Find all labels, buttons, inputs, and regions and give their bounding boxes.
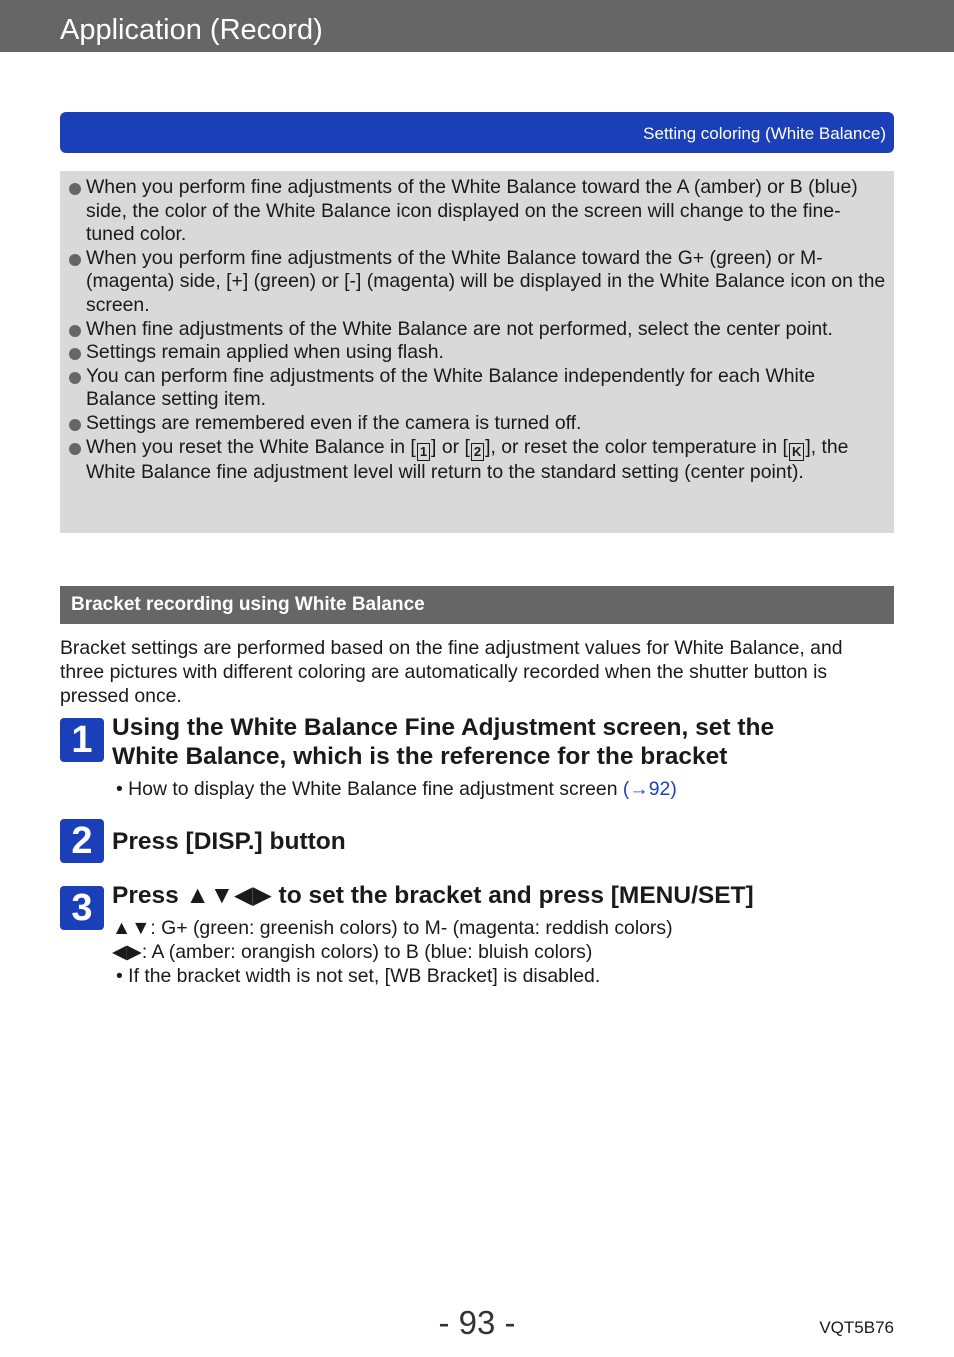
note-text-part: ] or [: [431, 435, 470, 458]
bullet-icon: [69, 254, 81, 266]
note-item: [68, 176, 886, 247]
note-item: [68, 318, 886, 342]
note-item: [68, 436, 886, 485]
step-2-badge: 2: [60, 819, 104, 863]
bullet-icon: [69, 443, 81, 455]
note-text-part: ], or reset the color temperature in [: [485, 435, 788, 458]
step-1-note-text: • How to display the White Balance fine adjustment screen: [116, 778, 623, 800]
step-1-badge: 1: [60, 718, 104, 762]
note-item: [68, 365, 886, 412]
step-3-line: ◀▶: A (amber: orangish colors) to B (blue: bluish colors): [112, 941, 593, 963]
bullet-icon: [69, 348, 81, 360]
note-text: When you perform fine adjustments of the White Balance toward the G+ (green) or M- (magenta) side, [+] (green) or [-] (magenta) will be displayed in the White Balance icon on the screen.: [86, 246, 886, 316]
page-reference-link[interactable]: (→92): [622, 778, 677, 800]
note-text: When you perform fine adjustments of the White Balance toward the A (amber) or B (blue) side, the color of the White Balance icon displayed on the screen will change to the fine-tuned color.: [86, 176, 858, 246]
note-item: [68, 412, 886, 436]
step-1-title: [112, 713, 774, 771]
note-text-part: ], the White Balance fine adjustment level will return to the standard setting (center point).: [86, 435, 849, 483]
color-temperature-icon: K: [789, 443, 804, 461]
document-code: VQT5B76: [819, 1318, 894, 1337]
page-header: [0, 0, 954, 52]
note-text: [86, 436, 848, 483]
section-banner: [60, 112, 894, 153]
note-text: You can perform fine adjustments of the White Balance independently for each White Balance setting item.: [86, 364, 816, 411]
notes-box: [60, 171, 894, 533]
intro-paragraph: Bracket settings are performed based on the fine adjustment values for White Balance, and three pictures with different coloring are automatically recorded when the shutter button is pressed once.: [60, 637, 843, 707]
note-text: Settings remain applied when using flash.: [86, 341, 444, 364]
subsection-header: [60, 586, 894, 624]
white-balance-set1-icon: 1: [417, 443, 430, 461]
step-3-line: • If the bracket width is not set, [WB Bracket] is disabled.: [116, 965, 601, 987]
section-banner-label: Setting coloring (White Balance): [643, 124, 886, 143]
note-text: Settings are remembered even if the camera is turned off.: [86, 411, 582, 434]
subsection-title: Bracket recording using White Balance: [71, 594, 425, 615]
bullet-icon: [69, 419, 81, 431]
note-item: [68, 341, 886, 365]
step-1-title-line: Using the White Balance Fine Adjustment screen, set the: [112, 714, 775, 741]
note-text: When fine adjustments of the White Balance are not performed, select the center point.: [86, 317, 833, 340]
note-text-part: When you reset the White Balance in [: [86, 435, 416, 458]
step-1-title-line: White Balance, which is the reference for the bracket: [112, 743, 728, 770]
bullet-icon: [69, 183, 81, 195]
step-2-title: Press [DISP.] button: [112, 828, 346, 855]
white-balance-set2-icon: 2: [471, 443, 484, 461]
step-3-line: ▲▼: G+ (green: greenish colors) to M- (magenta: reddish colors): [112, 917, 673, 939]
step-1-note: [116, 777, 677, 801]
page-number: - 93 -: [438, 1304, 516, 1341]
note-item: [68, 247, 886, 318]
chapter-title: Application (Record): [60, 14, 323, 46]
step-3-detail: [112, 916, 673, 988]
step-3-title: Press ▲▼◀▶ to set the bracket and press [MENU/SET]: [112, 882, 754, 909]
step-3-badge: 3: [60, 886, 104, 930]
bullet-icon: [69, 325, 81, 337]
bullet-icon: [69, 372, 81, 384]
